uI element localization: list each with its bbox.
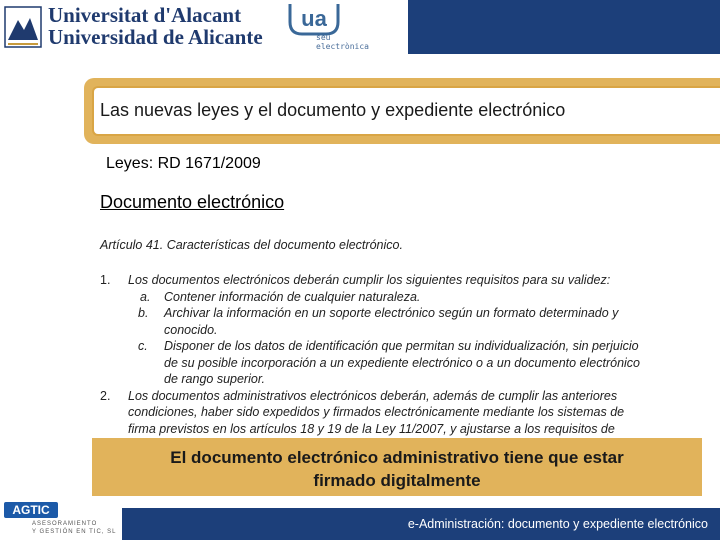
agtic-tagline-line2: Y GESTIÓN EN TIC, SL <box>32 529 117 535</box>
subitem-text: Disponer de los datos de identificación que permitan su individualización, sin perjuicio <box>164 339 639 353</box>
list-item-text: Los documentos administrativos electrónicos deberán, además de cumplir las anteriores <box>128 388 618 403</box>
university-name-valencian: Universitat d'Alacant <box>48 3 242 27</box>
university-crest-icon <box>4 6 42 48</box>
law-reference: Leyes: RD 1671/2009 <box>106 155 261 172</box>
subitem-letter: a. <box>140 289 151 304</box>
list-item-text: Los documentos electrónicos deberán cumplir los siguientes requisitos para su validez: <box>128 273 611 287</box>
section-heading: Documento electrónico <box>100 192 285 212</box>
footer-caption: e-Administración: documento y expediente electrónico <box>407 517 708 531</box>
university-name <box>48 4 263 48</box>
subitem-text: de su posible incorporación a un expediente electrónico o a un documento electrónico <box>164 355 641 370</box>
highlight-line: El documento electrónico administrativo tiene que estar <box>170 448 624 467</box>
subitem-text: conocido. <box>164 322 218 337</box>
agtic-tagline <box>32 520 116 536</box>
subitem-text: de rango superior. <box>164 372 265 386</box>
ua-logo-text: ua <box>301 6 327 31</box>
highlight-line: firmado digitalmente <box>313 471 481 490</box>
subitem-letter: c. <box>138 339 148 353</box>
slide-header <box>0 0 720 56</box>
list-item-text: firma previstos en los artículos 18 y 19 de la Ley 11/2007, y ajustarse a los requisitos de <box>128 421 615 436</box>
list-item-number: 1. <box>100 273 111 287</box>
subitem-text: Contener información de cualquier naturaleza. <box>164 289 421 304</box>
article-heading: Artículo 41. Características del documento electrónico. <box>100 238 403 252</box>
agtic-tagline-line1: ASESORAMIENTO <box>32 521 98 527</box>
ua-logo-subtitle <box>316 33 369 51</box>
list-item-text: condiciones, haber sido expedidos y firmados electrónicamente mediante los sistemas de <box>128 405 625 419</box>
ua-logo-subtitle-line2: electrònica <box>316 42 369 51</box>
list-item-number: 2. <box>100 388 111 403</box>
header-navy-bar <box>408 0 720 54</box>
ua-logo-subtitle-line1: seu <box>316 33 331 42</box>
slide-title: Las nuevas leyes y el documento y expediente electrónico <box>100 100 566 120</box>
subitem-text: Archivar la información en un soporte electrónico según un formato determinado y <box>164 306 619 320</box>
university-name-spanish: Universidad de Alicante <box>48 25 263 49</box>
agtic-logo: AGTIC <box>4 502 58 518</box>
subitem-letter: b. <box>138 306 149 320</box>
highlight-message <box>92 446 702 492</box>
